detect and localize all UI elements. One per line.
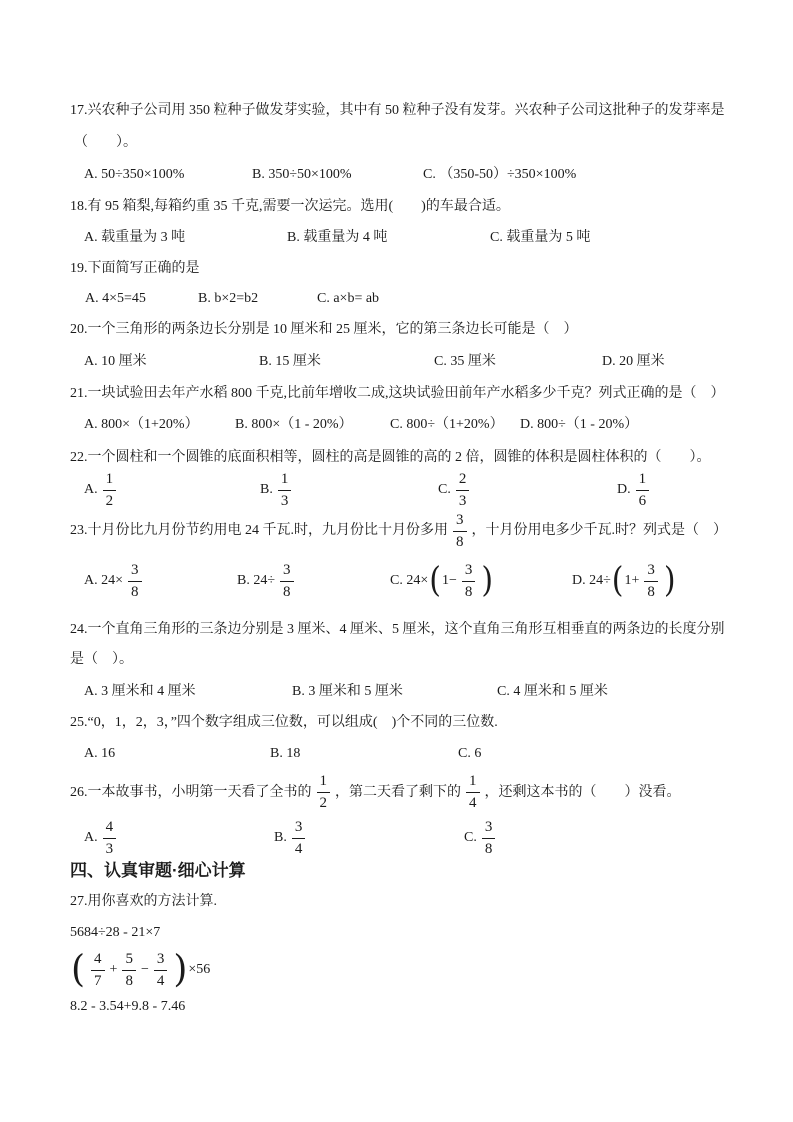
q25-option-c: C. 6 <box>458 746 482 761</box>
q21-options <box>0 415 793 435</box>
fraction <box>128 562 142 601</box>
q26-stem-post: ，还剩这本书的（ ）没看。 <box>484 784 681 800</box>
q23-option-b <box>237 556 299 606</box>
fraction-denominator: 8 <box>464 583 473 600</box>
q20-option-d: D. 20 厘米 <box>602 354 665 369</box>
close-paren: ) <box>663 560 676 601</box>
fraction-denominator: 8 <box>283 583 291 600</box>
fraction-denominator: 3 <box>105 840 114 857</box>
q24-options <box>0 682 793 702</box>
fraction <box>482 819 496 858</box>
q23-option-a <box>84 556 147 606</box>
q24-stem-line1: 24.一个直角三角形的三条边分别是 3 厘米、4 厘米、5 厘米，这个直角三角形互相垂直的两条边的长度分别 <box>70 622 725 637</box>
q26-option-b <box>274 815 310 861</box>
q23-stem-post: ，十月份用电多少千瓦.时？列式是（ ） <box>471 523 727 538</box>
q26-stem-mid: ，第二天看了剩下的 <box>335 784 461 800</box>
q19-option-a: A. 4×5=45 <box>85 291 146 306</box>
fraction-denominator: 7 <box>94 972 102 989</box>
section-heading: 四、认真审题·细心计算 <box>70 861 246 880</box>
q21-stem: 21.一块试验田去年产水稻 800 千克,比前年增收二成,这块试验田前年产水稻多少千克？列式正确的是（ ） <box>70 386 725 401</box>
fraction-denominator: 3 <box>280 492 289 509</box>
fraction <box>453 512 467 551</box>
option-label: A. <box>84 482 98 497</box>
fraction <box>103 819 117 858</box>
q20-option-a: A. 10 厘米 <box>84 354 147 369</box>
q22-option-a <box>84 468 121 512</box>
option-label: C. <box>464 830 477 845</box>
q27-title: 27.用你喜欢的方法计算. <box>70 894 217 909</box>
open-paren: ( <box>429 560 441 601</box>
q23-stem <box>70 510 727 552</box>
q18-option-c: C. 载重量为 5 吨 <box>490 230 591 245</box>
q23-option-c <box>390 556 494 606</box>
fraction-numerator: 1 <box>278 471 292 491</box>
option-label: D. <box>617 482 631 497</box>
fraction-denominator: 4 <box>469 795 477 811</box>
fraction <box>636 471 650 510</box>
fraction <box>103 471 117 510</box>
fraction-denominator: 2 <box>105 492 114 509</box>
q27-expression-2-tail: ×56 <box>188 962 211 977</box>
fraction-denominator: 4 <box>294 840 303 857</box>
q18-option-a: A. 载重量为 3 吨 <box>84 230 186 245</box>
q18-option-b: B. 载重量为 4 吨 <box>287 230 388 245</box>
q26-option-c <box>464 815 500 861</box>
fraction-numerator: 1 <box>466 773 480 793</box>
option-inner: 1− <box>441 573 457 588</box>
option-label: C. <box>438 482 451 497</box>
q21-option-c: C. 800÷（1+20%） <box>390 417 504 432</box>
fraction-numerator: 1 <box>103 471 117 491</box>
q20-options <box>0 352 793 372</box>
option-label: B. <box>274 830 287 845</box>
fraction-denominator: 8 <box>484 840 493 857</box>
fraction-numerator: 3 <box>453 512 467 532</box>
fraction-numerator: 3 <box>644 562 658 582</box>
q19-options <box>0 289 793 309</box>
fraction <box>154 951 168 990</box>
option-inner: 1+ <box>624 573 640 588</box>
fraction-denominator: 8 <box>456 533 464 550</box>
q22-stem: 22.一个圆柱和一个圆锥的底面积相等，圆柱的高是圆锥的高的 2 倍，圆锥的体积是圆柱体积的（ ）。 <box>70 450 711 465</box>
q17-stem-line2: （ ）。 <box>74 135 137 150</box>
option-label: B. 24÷ <box>237 573 276 588</box>
q23-option-d <box>572 556 677 606</box>
option-label: B. <box>260 482 273 497</box>
fraction <box>278 471 292 510</box>
q20-option-b: B. 15 厘米 <box>259 354 321 369</box>
q25-options <box>0 744 793 764</box>
q26-options <box>0 815 793 861</box>
q26-stem <box>70 770 681 815</box>
q24-option-b: B. 3 厘米和 5 厘米 <box>292 684 403 699</box>
fraction-numerator: 2 <box>456 471 470 491</box>
fraction-numerator: 4 <box>91 951 105 971</box>
q17-option-a: A. 50÷350×100% <box>84 167 185 182</box>
fraction <box>644 562 658 601</box>
operator: + <box>109 962 118 977</box>
q21-option-d: D. 800÷（1 - 20%） <box>520 417 639 432</box>
q23-options <box>0 556 793 606</box>
fraction-denominator: 4 <box>156 972 165 989</box>
fraction-numerator: 3 <box>128 562 142 582</box>
fraction <box>462 562 476 601</box>
operator: − <box>140 962 149 977</box>
fraction-denominator: 6 <box>638 492 647 509</box>
fraction <box>280 562 294 601</box>
q17-option-c: C. （350-50）÷350×100% <box>423 167 577 182</box>
q22-option-d <box>617 468 654 512</box>
option-label: A. <box>84 830 98 845</box>
fraction <box>466 773 480 812</box>
q27-expression-1: 5684÷28 - 21×7 <box>70 925 161 940</box>
q20-option-c: C. 35 厘米 <box>434 354 496 369</box>
fraction-denominator: 8 <box>131 583 139 600</box>
fraction-numerator: 4 <box>103 819 117 839</box>
fraction-denominator: 2 <box>319 795 327 811</box>
fraction <box>292 819 306 858</box>
close-paren: ) <box>173 947 188 991</box>
q19-option-b: B. b×2=b2 <box>198 291 259 306</box>
fraction-denominator: 3 <box>458 492 467 509</box>
fraction-numerator: 3 <box>462 562 476 582</box>
q27-expression-2 <box>70 946 210 994</box>
q26-option-a <box>84 815 121 861</box>
fraction-numerator: 1 <box>636 471 650 491</box>
q18-stem: 18.有 95 箱梨,每箱约重 35 千克,需要一次运完。选用( )的车最合适。 <box>70 199 510 214</box>
q18-options <box>0 228 793 248</box>
fraction <box>91 951 105 990</box>
option-label: C. 24× <box>390 573 429 588</box>
q24-option-a: A. 3 厘米和 4 厘米 <box>84 684 196 699</box>
open-paren: ( <box>71 947 86 991</box>
q22-option-b <box>260 468 296 512</box>
q22-options <box>0 468 793 512</box>
fraction-denominator: 8 <box>647 583 655 600</box>
q25-stem: 25.“0，1，2，3，”四个数字组成三位数，可以组成( )个不同的三位数. <box>70 715 498 730</box>
fraction-numerator: 3 <box>292 819 306 839</box>
q17-option-b: B. 350÷50×100% <box>252 167 352 182</box>
q21-option-a: A. 800×（1+20%） <box>84 417 199 432</box>
fraction-numerator: 3 <box>280 562 294 582</box>
q23-stem-pre: 23.十月份比九月份节约用电 24 千瓦.时，九月份比十月份多用 <box>70 523 448 538</box>
q22-option-c <box>438 468 474 512</box>
fraction-numerator: 3 <box>482 819 496 839</box>
fraction <box>122 951 136 990</box>
option-label: A. 24× <box>84 573 124 588</box>
q26-stem-pre: 26.一本故事书，小明第一天看了全书的 <box>70 784 312 800</box>
q24-stem-line2: 是（ ）。 <box>70 652 133 667</box>
q17-stem-line1: 17.兴农种子公司用 350 粒种子做发芽实验，其中有 50 粒种子没有发芽。兴农种子公司这批种子的发芽率是 <box>70 103 725 118</box>
q20-stem: 20.一个三角形的两条边长分别是 10 厘米和 25 厘米，它的第三条边长可能是（ ） <box>70 322 578 337</box>
q27-expression-3: 8.2 - 3.54+9.8 - 7.46 <box>70 999 186 1014</box>
q19-stem: 19.下面简写正确的是 <box>70 261 200 276</box>
fraction-numerator: 1 <box>317 773 331 793</box>
q17-options <box>0 165 793 185</box>
option-label: D. 24÷ <box>572 573 611 588</box>
q25-option-a: A. 16 <box>84 746 116 761</box>
fraction-numerator: 5 <box>122 951 136 971</box>
fraction <box>317 773 331 812</box>
open-paren: ( <box>611 560 624 601</box>
fraction-numerator: 3 <box>154 951 168 971</box>
q24-option-c: C. 4 厘米和 5 厘米 <box>497 684 608 699</box>
fraction-denominator: 8 <box>125 972 133 989</box>
q21-option-b: B. 800×（1 - 20%） <box>235 417 353 432</box>
q19-option-c: C. a×b= ab <box>317 291 380 306</box>
fraction <box>456 471 470 510</box>
q25-option-b: B. 18 <box>270 746 301 761</box>
close-paren: ) <box>481 560 494 601</box>
